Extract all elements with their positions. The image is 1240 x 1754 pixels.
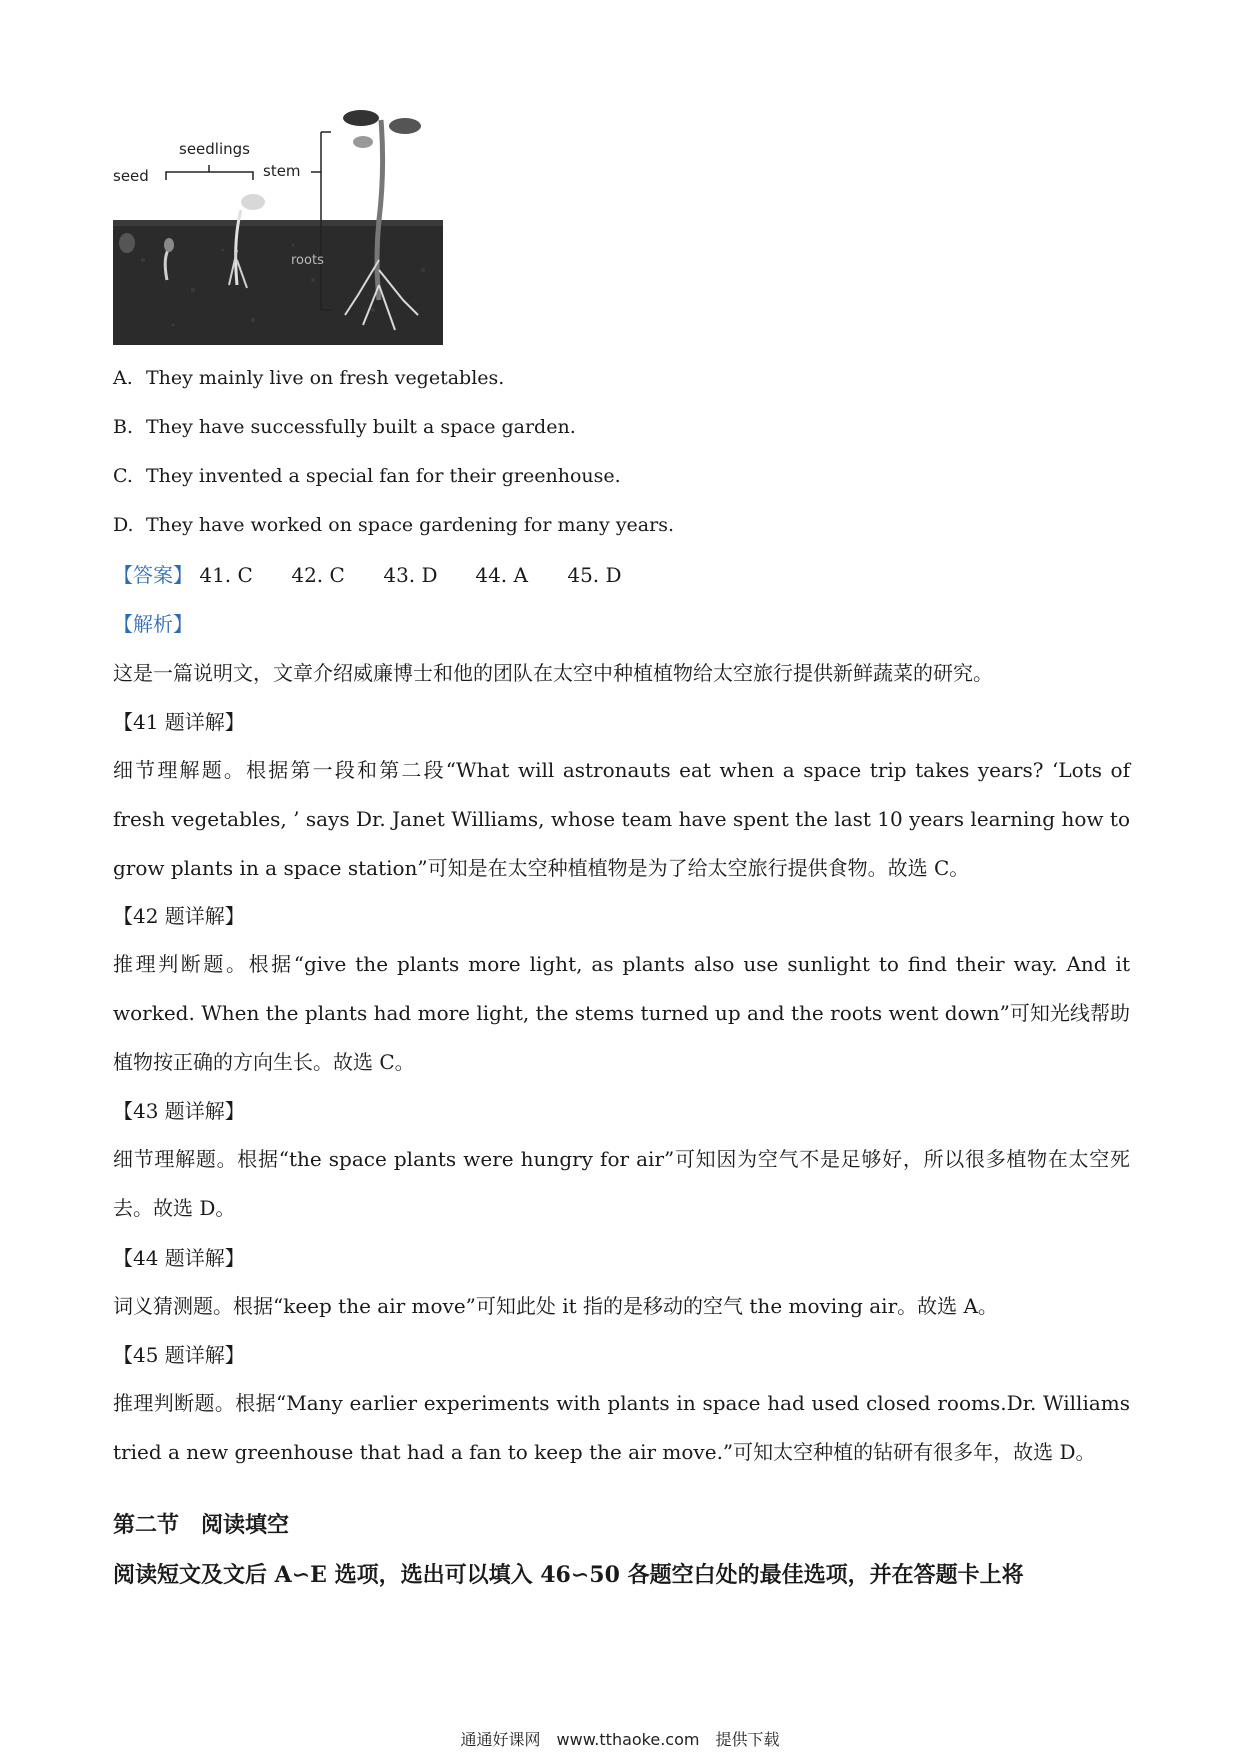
- q41-heading: 【41 题详解】: [113, 710, 245, 734]
- plant-growth-figure: [113, 110, 448, 345]
- answer-item: 44. A: [475, 563, 528, 587]
- option-b: [113, 415, 1130, 439]
- q43-text: 细节理解题。根据“the space plants were hungry for air”可知因为空气不是足够好，所以很多植物在太空死去。故选 D。: [113, 1147, 1130, 1220]
- label-roots: roots: [291, 253, 324, 268]
- section-instruction: 阅读短文及文后 A∽E 选项，选出可以填入 46∽50 各题空白处的最佳选项，并在答题卡上将: [113, 1562, 1024, 1588]
- seed-shape: [119, 233, 135, 253]
- analysis-summary: 这是一篇说明文，文章介绍威廉博士和他的团队在太空中种植植物给太空旅行提供新鲜蔬菜的研究。: [113, 661, 993, 685]
- q43-heading: 【43 题详解】: [113, 1099, 245, 1123]
- answer-line: [113, 563, 1130, 587]
- answer-tag: 【答案】: [113, 563, 193, 587]
- q41-text: 细节理解题。根据第一段和第二段“What will astronauts eat when a space trip takes years? ‘Lots of fresh vegetables, ’ says Dr. Janet Williams, whose team have spent the last 10 years learning how to grow plants in a space station”可知是在太空种植植物是为了给太空旅行提供食物。故选 C。: [113, 758, 1130, 880]
- label-stem: stem: [263, 162, 301, 180]
- label-seed: seed: [113, 167, 149, 185]
- analysis-tag: 【解析】: [113, 612, 193, 636]
- q45-heading: 【45 题详解】: [113, 1343, 245, 1367]
- option-a: [113, 366, 1130, 390]
- option-letter: B.: [113, 416, 134, 438]
- q42-text: 推理判断题。根据“give the plants more light, as plants also use sunlight to find their way. And it worked. When the plants had more light, the stems turned up and the roots went down”可知光线帮助植物按正确的方向生长。故选 C。: [113, 952, 1130, 1074]
- label-seedlings: seedlings: [179, 140, 250, 158]
- option-text: They mainly live on fresh vegetables.: [146, 367, 505, 389]
- answer-item: 42. C: [291, 563, 345, 587]
- q44-text: 词义猜测题。根据“keep the air move”可知此处 it 指的是移动的空气 the moving air。故选 A。: [113, 1294, 998, 1318]
- q45-text: 推理判断题。根据“Many earlier experiments with plants in space had used closed rooms.Dr. Williams tried a new greenhouse that had a fan to keep the air move.”可知太空种植的钻研有很多年，故选 D。: [113, 1391, 1130, 1464]
- plant-growth-illustration: [113, 110, 448, 345]
- q42-heading: 【42 题详解】: [113, 904, 245, 928]
- q44-heading: 【44 题详解】: [113, 1246, 245, 1270]
- option-letter: C.: [113, 465, 133, 487]
- option-c: [113, 464, 1130, 488]
- page-footer: 通通好课网 www.tthaoke.com 提供下载: [460, 1730, 780, 1749]
- option-text: They have successfully built a space garden.: [146, 416, 576, 438]
- answer-item: 45. D: [567, 563, 622, 587]
- option-text: They have worked on space gardening for many years.: [146, 514, 674, 536]
- answer-item: 43. D: [383, 563, 438, 587]
- option-text: They invented a special fan for their greenhouse.: [146, 465, 621, 487]
- option-letter: D.: [113, 514, 134, 536]
- section-title: 第二节 阅读填空: [113, 1512, 290, 1538]
- option-d: [113, 513, 1130, 537]
- option-letter: A.: [113, 367, 133, 389]
- leaf-shape: [343, 110, 379, 126]
- answer-item: 41. C: [199, 563, 253, 587]
